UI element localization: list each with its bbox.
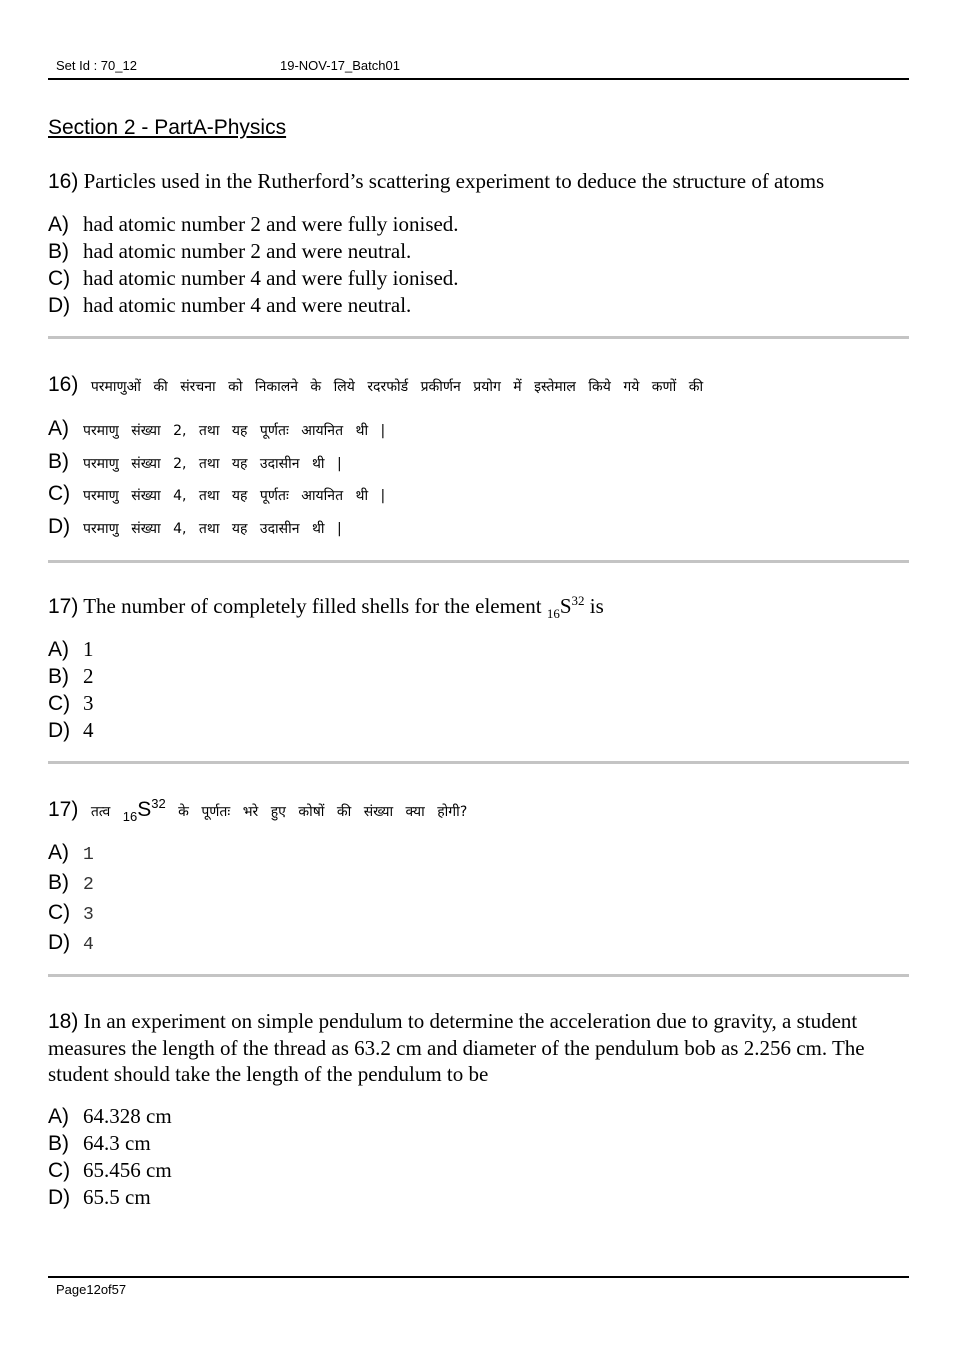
question-stem-end: is (589, 594, 604, 618)
question-text (48, 593, 909, 620)
set-id: Set Id : 70_12 (56, 58, 137, 73)
option-label: D) (48, 514, 71, 538)
question-number: 16) (48, 170, 79, 193)
option-text: had atomic number 2 and were neutral. (83, 239, 412, 263)
option-text: had atomic number 4 and were fully ionised. (83, 266, 459, 290)
option-label: B) (48, 1132, 69, 1155)
option-text: 65.456 cm (83, 1158, 172, 1182)
option-a (48, 1103, 909, 1130)
option-c (48, 265, 909, 292)
question-text (48, 372, 909, 400)
question-number: 18) (48, 1010, 79, 1033)
page-number: Page12of57 (56, 1282, 127, 1297)
option-c (48, 690, 909, 717)
element-symbol: S (559, 594, 572, 618)
option-text: had atomic number 4 and were neutral. (83, 293, 412, 317)
options-list (48, 1103, 909, 1211)
atomic-number: 16 (122, 809, 138, 825)
question-text (48, 168, 909, 195)
option-label: C) (48, 901, 71, 924)
element-notation (546, 593, 585, 622)
question-divider (48, 761, 909, 764)
question-16-hindi (48, 372, 909, 544)
option-d (48, 512, 909, 545)
question-divider (48, 974, 909, 977)
option-a (48, 414, 909, 447)
section-title: Section 2 - PartA-Physics (48, 116, 287, 139)
option-text: परमाणु संख्या 2, तथा यह उदासीन थी | (83, 455, 342, 472)
option-text: 2 (83, 875, 94, 895)
option-text: परमाणु संख्या 2, तथा यह पूर्णतः आयनित थी | (83, 423, 386, 439)
page-footer (48, 1276, 909, 1297)
option-text: 3 (83, 691, 94, 715)
question-18-english (48, 1008, 909, 1211)
option-b (48, 238, 909, 265)
option-b (48, 1130, 909, 1157)
option-text: 1 (83, 845, 94, 865)
question-stem-end: के पूर्णतः भरे हुए कोषों की संख्या क्या होगी? (178, 804, 468, 820)
question-stem: तत्व (90, 804, 111, 820)
option-label: D) (48, 719, 71, 742)
option-label: B) (48, 240, 69, 263)
option-text: 1 (83, 637, 94, 661)
option-label: A) (48, 841, 69, 864)
question-16-english (48, 168, 909, 319)
option-b (48, 869, 909, 899)
element-symbol: S (137, 798, 152, 821)
question-stem: परमाणुओं की संरचना को निकालने के लिये रदरफोर्ड प्रकीर्णन प्रयोग में इस्तेमाल किये गये कणों की (90, 379, 704, 395)
question-divider (48, 560, 909, 563)
option-text: परमाणु संख्या 4, तथा यह उदासीन थी | (83, 520, 342, 537)
option-label: C) (48, 692, 71, 715)
option-label: A) (48, 417, 69, 440)
option-text: 4 (83, 935, 94, 955)
option-label: C) (48, 1159, 71, 1182)
question-stem: The number of completely filled shells for the element (83, 594, 542, 618)
option-text: 64.3 cm (83, 1131, 151, 1155)
question-number: 17) (48, 798, 79, 821)
question-17-english (48, 593, 909, 744)
options-list (48, 839, 909, 959)
option-label: D) (48, 931, 71, 954)
option-a (48, 636, 909, 663)
options-list (48, 211, 909, 319)
option-d (48, 292, 909, 319)
option-label: D) (48, 1186, 71, 1209)
option-b (48, 447, 909, 480)
question-17-hindi (48, 797, 909, 959)
batch-id: 19-NOV-17_Batch01 (280, 58, 400, 73)
option-d (48, 929, 909, 959)
option-text: 4 (83, 718, 94, 742)
option-b (48, 663, 909, 690)
question-number: 16) (48, 373, 79, 396)
atomic-number: 16 (546, 606, 560, 622)
question-stem: In an experiment on simple pendulum to determine the acceleration due to gravity, a student measures the length of the thread as 63.2 cm and diameter of the pendulum bob as 2.256 cm. The student should take the length of the pendulum to be (48, 1009, 865, 1086)
option-label: B) (48, 665, 69, 688)
question-text (48, 797, 909, 825)
question-text (48, 1008, 909, 1087)
option-text: 64.328 cm (83, 1104, 172, 1128)
option-label: A) (48, 213, 69, 236)
options-list (48, 414, 909, 544)
option-a (48, 839, 909, 869)
option-c (48, 479, 909, 512)
option-label: A) (48, 1105, 69, 1128)
option-c (48, 1157, 909, 1184)
page-header (48, 56, 909, 80)
option-text: परमाणु संख्या 4, तथा यह पूर्णतः आयनित थी | (83, 488, 386, 504)
element-notation (122, 796, 166, 825)
option-text: 3 (83, 905, 94, 925)
mass-number: 32 (151, 796, 166, 811)
option-label: C) (48, 482, 71, 505)
option-label: B) (48, 449, 69, 473)
mass-number: 32 (571, 593, 585, 608)
option-label: B) (48, 871, 69, 894)
option-text: had atomic number 2 and were fully ionised. (83, 212, 459, 236)
option-text: 2 (83, 664, 94, 688)
question-divider (48, 336, 909, 339)
option-d (48, 717, 909, 744)
option-label: D) (48, 294, 71, 317)
options-list (48, 636, 909, 744)
option-d (48, 1184, 909, 1211)
question-stem: Particles used in the Rutherford’s scattering experiment to deduce the structure of atoms (83, 169, 825, 193)
option-label: C) (48, 267, 71, 290)
question-number: 17) (48, 595, 79, 618)
option-label: A) (48, 638, 69, 661)
option-text: 65.5 cm (83, 1185, 151, 1209)
option-a (48, 211, 909, 238)
option-c (48, 899, 909, 929)
